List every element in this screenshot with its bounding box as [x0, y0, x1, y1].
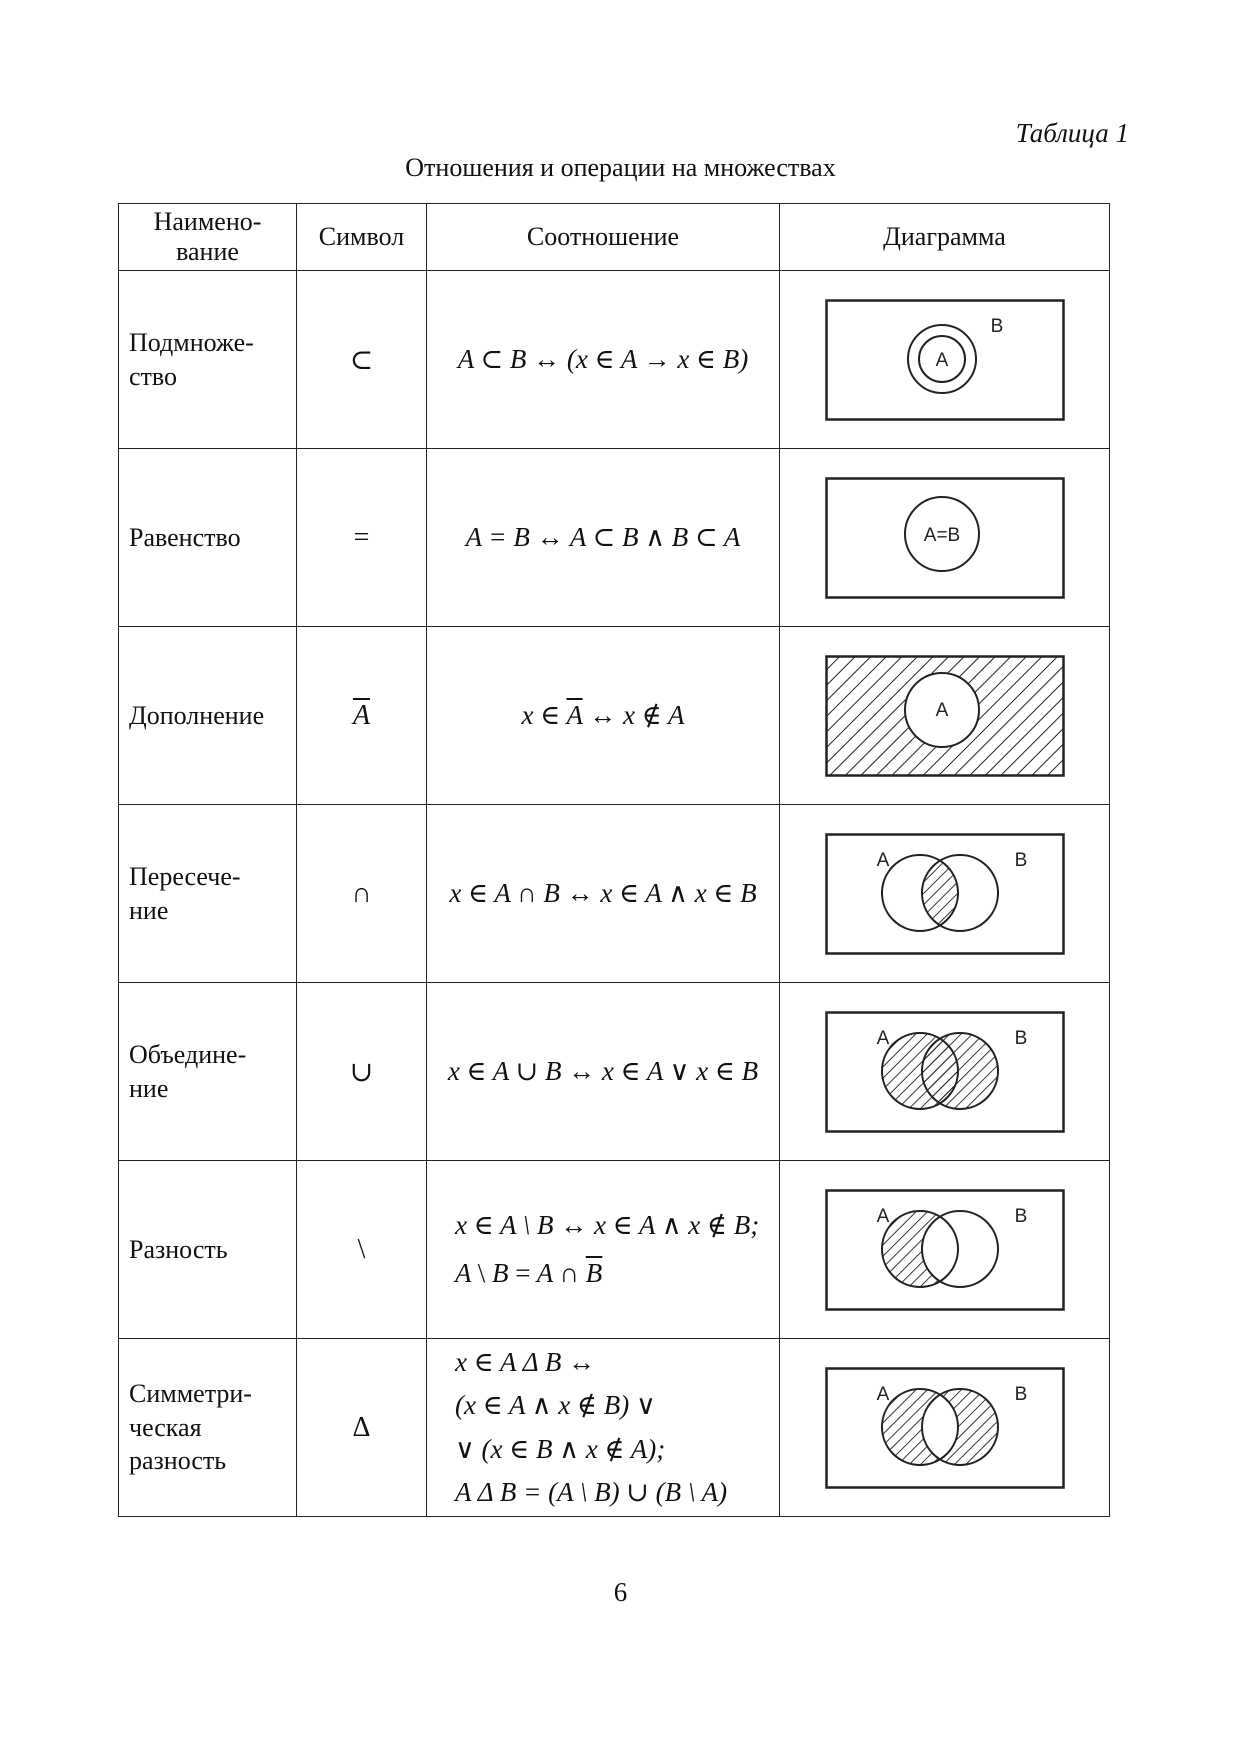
table-label: Таблица 1 — [1015, 118, 1129, 148]
diagram-label: A — [876, 1383, 889, 1405]
diagram-label: B — [1014, 1383, 1027, 1405]
union-diagram — [825, 1011, 1065, 1133]
row-relation: x ∈ $\overline{A}$ ↔ x ∉ A — [427, 627, 780, 805]
row-name: Пересече- ние — [119, 805, 297, 983]
table-row — [119, 271, 1110, 449]
symmetric-difference-diagram — [825, 1367, 1065, 1489]
diagram-label: A — [876, 1205, 889, 1227]
row-name: Равенство — [119, 449, 297, 627]
row-symbol: ⊂ — [297, 271, 427, 449]
complement-diagram — [825, 655, 1065, 777]
row-symbol: = — [297, 449, 427, 627]
row-symbol: ∩ — [297, 805, 427, 983]
row-symbol: $\overline{A}$ — [297, 627, 427, 805]
row-diagram — [780, 983, 1110, 1161]
row-relation: A = B ↔ A ⊂ B ∧ B ⊂ A — [427, 449, 780, 627]
diagram-label: A — [935, 349, 948, 371]
set-operations-table — [118, 203, 1110, 1517]
row-diagram — [780, 1161, 1110, 1339]
row-name: Симметри- ческая разность — [119, 1339, 297, 1517]
table-row — [119, 627, 1110, 805]
table-row — [119, 1339, 1110, 1517]
page-number: 6 — [613, 1577, 628, 1607]
diagram-label: A — [935, 699, 948, 721]
row-name: Подмноже- ство — [119, 271, 297, 449]
row-relation: x ∈ A \ B ↔ x ∈ A ∧ x ∉ B; A \ B = A ∩ $\overline{B}$ — [427, 1161, 780, 1339]
row-name: Разность — [119, 1161, 297, 1339]
table-header-row — [119, 204, 1110, 271]
diagram-label: B — [990, 315, 1003, 337]
row-relation: x ∈ A Δ B ↔ (x ∈ A ∧ x ∉ B) ∨ ∨ (x ∈ B ∧ x ∉ A); A Δ B = (A \ B) ∪ (B \ A) — [427, 1339, 780, 1517]
diagram-label: B — [1014, 1205, 1027, 1227]
diagram-label: B — [1014, 1027, 1027, 1049]
row-diagram — [780, 449, 1110, 627]
row-name: Объедине- ние — [119, 983, 297, 1161]
table-row — [119, 1161, 1110, 1339]
diagram-label: A — [876, 849, 889, 871]
header-diagram: Диаграмма — [780, 204, 1110, 271]
row-diagram — [780, 271, 1110, 449]
subset-diagram — [825, 299, 1065, 421]
row-diagram — [780, 627, 1110, 805]
table-row — [119, 449, 1110, 627]
row-relation: x ∈ A ∪ B ↔ x ∈ A ∨ x ∈ B — [427, 983, 780, 1161]
diagram-label: A — [876, 1027, 889, 1049]
header-symbol: Символ — [297, 204, 427, 271]
row-name: Дополнение — [119, 627, 297, 805]
row-symbol: ∪ — [297, 983, 427, 1161]
row-relation: x ∈ A ∩ B ↔ x ∈ A ∧ x ∈ B — [427, 805, 780, 983]
table-row — [119, 805, 1110, 983]
diagram-label: B — [1014, 849, 1027, 871]
difference-diagram — [825, 1189, 1065, 1311]
table-title: Отношения и операции на множествах — [405, 153, 836, 182]
diagram-label: A=B — [923, 524, 960, 546]
row-diagram — [780, 1339, 1110, 1517]
row-symbol: \ — [297, 1161, 427, 1339]
header-name: Наимено- вание — [119, 204, 297, 271]
intersection-diagram — [825, 833, 1065, 955]
header-relation: Соотношение — [427, 204, 780, 271]
table-row — [119, 983, 1110, 1161]
row-symbol: Δ — [297, 1339, 427, 1517]
equality-diagram — [825, 477, 1065, 599]
row-diagram — [780, 805, 1110, 983]
row-relation: A ⊂ B ↔ (x ∈ A → x ∈ B) — [427, 271, 780, 449]
